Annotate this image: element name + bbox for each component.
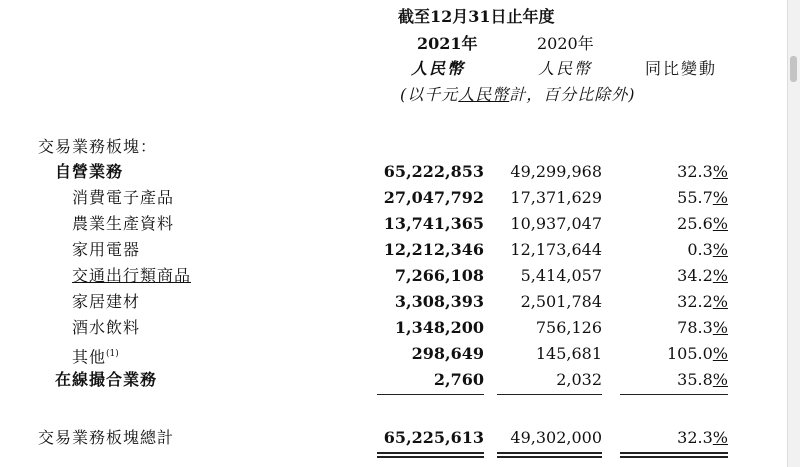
yoy-number: 55.7 [677,188,713,207]
row-label: 在線撮合業務 [55,370,158,389]
yoy-number: 32.2 [677,292,713,311]
row-label: 家用電器 [72,240,141,259]
currency-2020-heading: 人民幣 [538,59,593,78]
yoy-number: 32.3 [677,162,713,181]
unit-note-tail: 計，百分比除外) [509,85,636,104]
row-yoy [620,239,728,261]
row-yoy [620,343,728,365]
period-heading: 截至12月31日止年度 [398,7,555,26]
footnote-marker: (1) [106,349,119,359]
percent-sign: % [712,344,728,363]
percent-sign: % [712,266,728,285]
row-value-2020: 12,173,644 [510,240,602,259]
row-value-2020: 5,414,057 [520,266,602,285]
percent-sign: % [712,428,728,447]
total-label: 交易業務板塊總計 [38,428,175,447]
yoy-number: 32.3 [677,428,713,447]
percent-sign: % [712,162,728,181]
subtotal-rule-2020 [497,394,602,395]
percent-sign: % [712,240,728,259]
row-value-2021: 65,222,853 [383,162,484,181]
subtotal-rule-2021 [377,394,484,395]
row-label: 農業生產資料 [72,214,175,233]
total-value-2020: 49,302,000 [510,428,602,447]
percent-sign: % [712,370,728,389]
row-value-2020: 2,032 [556,370,602,389]
subtotal-rule-yoy [620,394,728,395]
scrollbar-thumb[interactable] [790,56,797,82]
row-label: 家居建材 [72,292,141,311]
row-value-2021: 27,047,792 [383,188,484,207]
row-label [72,343,119,365]
yoy-number: 25.6 [677,214,713,233]
row-value-2020: 756,126 [535,318,602,337]
yoy-number: 35.8 [677,370,713,389]
section-title: 交易業務板塊： [38,137,158,156]
unit-note-underlined: 人民幣 [458,85,510,104]
total-double-rule-2020 [497,452,602,458]
yoy-number: 34.2 [677,266,713,285]
row-value-2021: 298,649 [411,344,484,363]
yoy-number: 0.3 [687,240,713,259]
row-label: 交通出行類商品 [72,266,192,285]
yoy-number: 78.3 [677,318,713,337]
row-value-2021: 7,266,108 [394,266,484,285]
row-yoy [620,369,728,391]
row-value-2020: 10,937,047 [510,214,602,233]
percent-sign: % [712,318,728,337]
row-label-text: 其他 [72,347,107,367]
percent-sign: % [712,188,728,207]
row-value-2021: 2,760 [433,370,484,389]
row-yoy [620,317,728,339]
row-value-2021: 13,741,365 [383,214,484,233]
row-value-2020: 49,299,968 [510,162,602,181]
row-value-2021: 1,348,200 [394,318,484,337]
row-yoy [620,291,728,313]
unit-note [400,84,636,106]
vertical-scrollbar[interactable] [787,0,800,467]
row-label: 自營業務 [55,162,124,181]
row-value-2021: 12,212,346 [383,240,484,259]
total-yoy [620,427,728,449]
total-value-2021: 65,225,613 [383,428,484,447]
unit-note-head: (以千元 [400,85,459,104]
yoy-heading: 同比變動 [645,59,718,78]
total-double-rule-2021 [377,452,484,458]
row-yoy [620,161,728,183]
percent-sign: % [712,292,728,311]
row-label: 消費電子產品 [72,188,175,207]
row-value-2020: 2,501,784 [520,292,602,311]
year-2021-heading: 2021年 [417,34,478,53]
percent-sign: % [712,214,728,233]
row-value-2020: 17,371,629 [510,188,602,207]
row-value-2021: 3,308,393 [394,292,484,311]
row-yoy [620,265,728,287]
year-2020-heading: 2020年 [537,34,594,53]
row-yoy [620,187,728,209]
row-value-2020: 145,681 [535,344,602,363]
currency-2021-heading: 人民幣 [411,59,466,78]
total-double-rule-yoy [620,452,728,458]
row-yoy [620,213,728,235]
yoy-number: 105.0 [666,344,713,363]
row-label: 酒水飲料 [72,318,141,337]
